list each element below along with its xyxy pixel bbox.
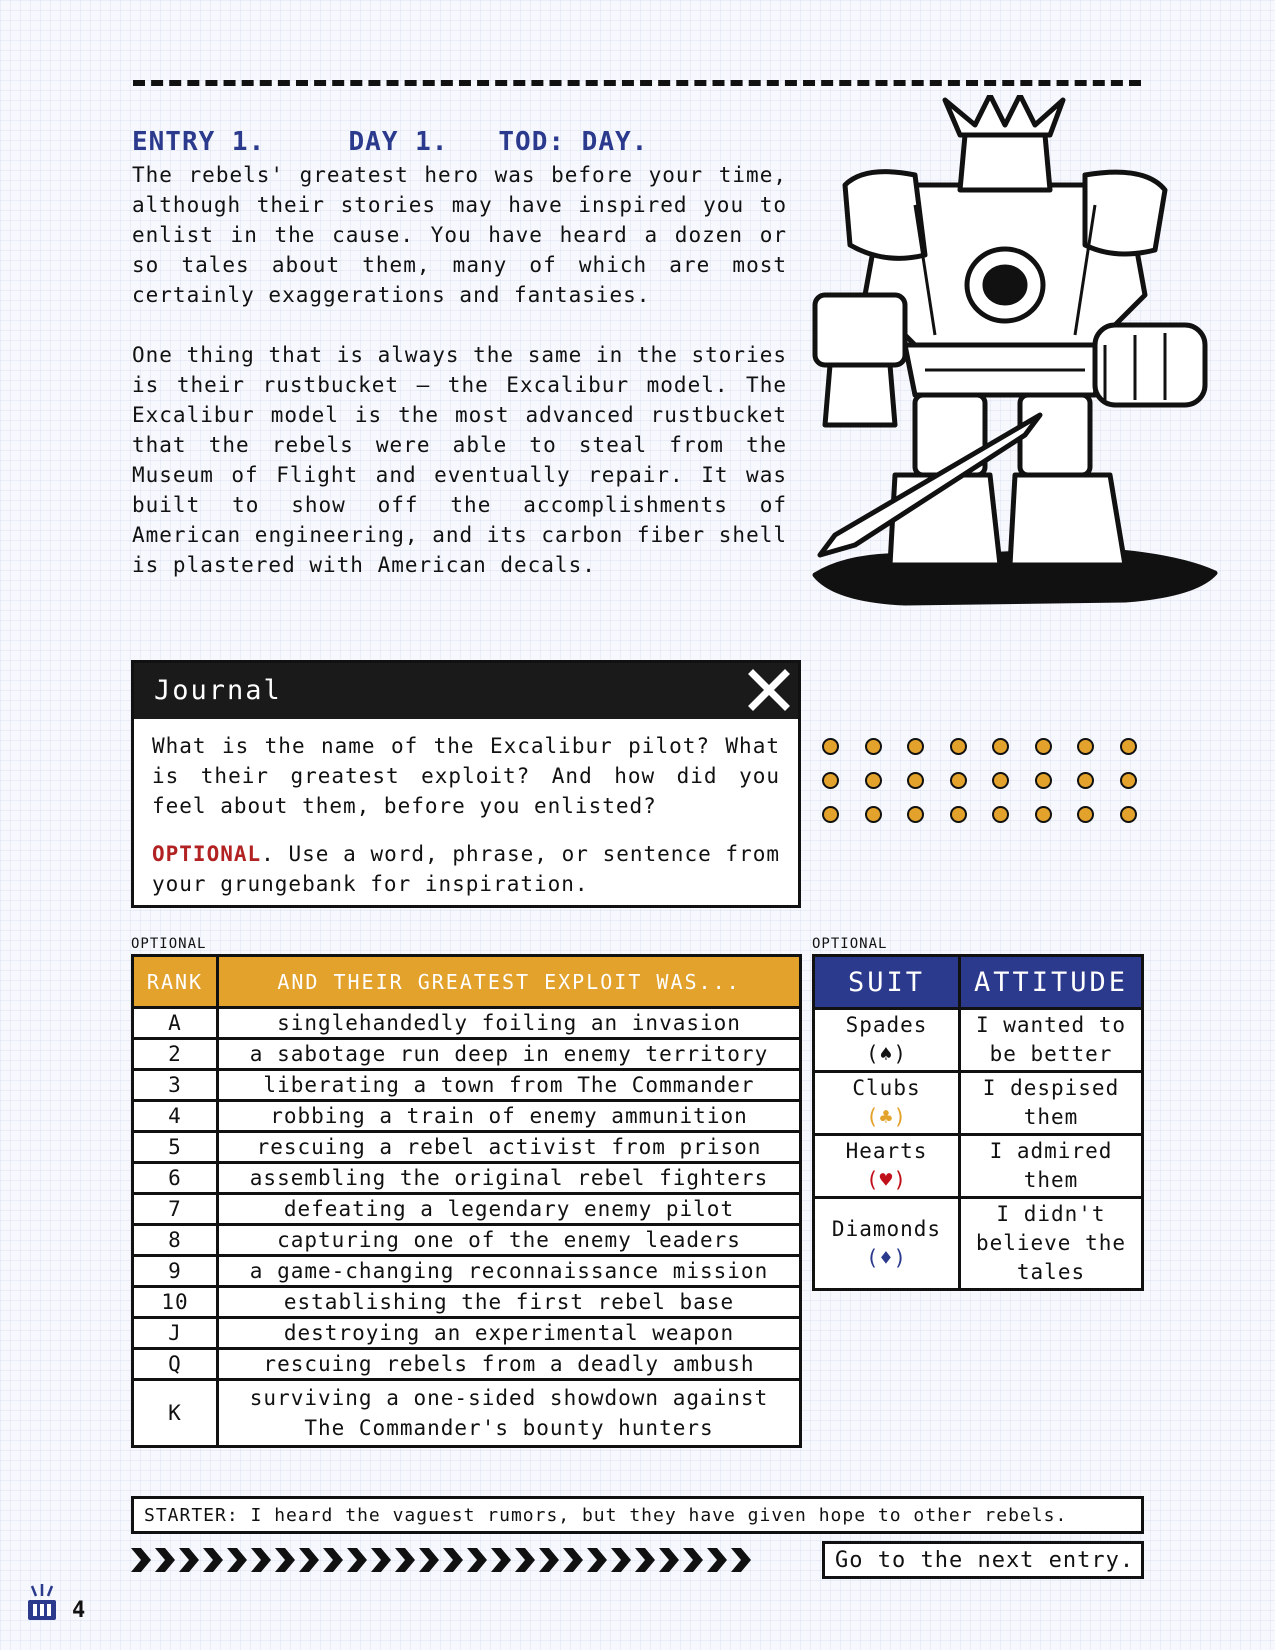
suit-cell <box>814 1009 960 1072</box>
chevron-mark <box>515 1548 535 1572</box>
exploit-cell: destroying an experimental weapon <box>218 1318 801 1349</box>
table-row <box>133 1349 801 1380</box>
chevron-mark <box>611 1548 631 1572</box>
suit-table-header-row <box>814 956 1143 1009</box>
exploit-column-header: AND THEIR GREATEST EXPLOIT WAS... <box>218 956 801 1008</box>
exploit-cell: liberating a town from The Commander <box>218 1070 801 1101</box>
dot <box>950 738 967 755</box>
chevron-mark <box>419 1548 439 1572</box>
chevron-mark <box>395 1548 415 1572</box>
exploit-cell: singlehandedly foiling an invasion <box>218 1008 801 1039</box>
rank-column-header: RANK <box>133 956 218 1008</box>
close-icon <box>748 669 790 711</box>
rank-cell: 7 <box>133 1194 218 1225</box>
journal-optional-line <box>152 839 780 899</box>
clubs-icon: (♣) <box>866 1105 907 1129</box>
chevron-mark <box>179 1548 199 1572</box>
dot <box>992 738 1009 755</box>
table-row <box>133 1101 801 1132</box>
dot <box>950 772 967 789</box>
chevron-mark <box>563 1548 583 1572</box>
attitude-cell: I didn't believe the tales <box>960 1198 1143 1290</box>
chevron-mark <box>275 1548 295 1572</box>
rank-table-optional-label: OPTIONAL <box>131 936 207 952</box>
exploit-cell: rescuing a rebel activist from prison <box>218 1132 801 1163</box>
dot <box>1077 806 1094 823</box>
chevron-mark <box>227 1548 247 1572</box>
chevron-mark <box>635 1548 655 1572</box>
rank-table-header-row <box>133 956 801 1008</box>
rank-cell: 6 <box>133 1163 218 1194</box>
exploit-cell: surviving a one-sided showdown against The Commander's bounty hunters <box>218 1380 801 1447</box>
rank-cell: J <box>133 1318 218 1349</box>
suit-column-header: SUIT <box>814 956 960 1009</box>
dot <box>1120 806 1137 823</box>
table-row <box>133 1163 801 1194</box>
table-row <box>133 1194 801 1225</box>
chevron-mark <box>683 1548 703 1572</box>
dot <box>865 738 882 755</box>
dot <box>992 772 1009 789</box>
entry-tod: TOD: DAY. <box>498 127 649 157</box>
exploit-cell: robbing a train of enemy ammunition <box>218 1101 801 1132</box>
chevron-mark <box>491 1548 511 1572</box>
dot <box>1077 738 1094 755</box>
table-row <box>814 1009 1143 1072</box>
exploit-cell: rescuing rebels from a deadly ambush <box>218 1349 801 1380</box>
chevron-mark <box>203 1548 223 1572</box>
dot <box>1120 772 1137 789</box>
diamonds-icon: (♦) <box>866 1245 907 1270</box>
chevron-mark <box>371 1548 391 1572</box>
table-row <box>133 1070 801 1101</box>
attitude-cell: I admired them <box>960 1135 1143 1198</box>
dot <box>1077 772 1094 789</box>
chevron-mark <box>587 1548 607 1572</box>
attitude-cell: I despised them <box>960 1072 1143 1135</box>
rank-cell: 2 <box>133 1039 218 1070</box>
entry-header <box>132 127 792 157</box>
exploit-cell: establishing the first rebel base <box>218 1287 801 1318</box>
story-paragraph-2: One thing that is always the same in the stories is their rustbucket — the Excalibur model. The Excalibur model is the most advanced rustbucket that the rebels were able to steal from the Museum of Flight and eventually repair. It was built to show off the accomplishments of American engineering, and its carbon fiber shell is plastered with American decals. <box>132 343 787 577</box>
dot <box>907 772 924 789</box>
entry-day: DAY 1. <box>348 127 449 157</box>
rank-cell: 9 <box>133 1256 218 1287</box>
dot <box>865 772 882 789</box>
chevron-mark <box>443 1548 463 1572</box>
dot <box>1035 772 1052 789</box>
dot <box>907 738 924 755</box>
entry-number: ENTRY 1. <box>132 127 266 157</box>
top-divider <box>133 80 1141 86</box>
dot <box>1035 806 1052 823</box>
suit-cell <box>814 1072 960 1135</box>
attitude-column-header: ATTITUDE <box>960 956 1143 1009</box>
suit-table-optional-label: OPTIONAL <box>812 936 888 952</box>
dot <box>1120 738 1137 755</box>
dot <box>992 806 1009 823</box>
journal-header <box>134 663 798 719</box>
rank-cell: 4 <box>133 1101 218 1132</box>
suit-name: Diamonds <box>831 1216 942 1241</box>
table-row <box>814 1072 1143 1135</box>
attitude-cell: I wanted to be better <box>960 1009 1143 1072</box>
rank-exploit-table <box>131 954 802 1448</box>
table-row <box>133 1225 801 1256</box>
table-row <box>814 1135 1143 1198</box>
chevron-mark <box>659 1548 679 1572</box>
exploit-cell: assembling the original rebel fighters <box>218 1163 801 1194</box>
suit-attitude-table <box>812 954 1144 1291</box>
next-entry-link[interactable]: Go to the next entry. <box>822 1541 1144 1579</box>
rank-cell: 5 <box>133 1132 218 1163</box>
rank-cell: 10 <box>133 1287 218 1318</box>
rank-cell: 8 <box>133 1225 218 1256</box>
chevron-mark <box>323 1548 343 1572</box>
mech-robot-icon <box>795 95 1230 630</box>
suit-name: Hearts <box>845 1139 928 1163</box>
journal-question: What is the name of the Excalibur pilot? What is their greatest exploit? And how did you feel about them, before you enlisted? <box>152 734 780 818</box>
table-row <box>133 1256 801 1287</box>
dot <box>822 806 839 823</box>
rank-cell: 3 <box>133 1070 218 1101</box>
chevron-mark <box>467 1548 487 1572</box>
rank-cell: A <box>133 1008 218 1039</box>
page-number: 4 <box>72 1598 86 1623</box>
spades-icon: (♠) <box>866 1042 907 1066</box>
exploit-cell: a sabotage run deep in enemy territory <box>218 1039 801 1070</box>
rank-cell: K <box>133 1380 218 1447</box>
chevron-mark <box>731 1548 751 1572</box>
suit-cell <box>814 1198 960 1290</box>
dot <box>822 738 839 755</box>
optional-instruction: . Use a word, phrase, or sentence from your grungebank for inspiration. <box>152 842 780 896</box>
chevron-arrows-icon <box>131 1546 811 1574</box>
optional-keyword: OPTIONAL <box>152 842 262 866</box>
decorative-dot-grid <box>822 738 1142 823</box>
rank-cell: Q <box>133 1349 218 1380</box>
dot <box>950 806 967 823</box>
exploit-cell: capturing one of the enemy leaders <box>218 1225 801 1256</box>
exploit-cell: a game-changing reconnaissance mission <box>218 1256 801 1287</box>
starter-box: STARTER: I heard the vaguest rumors, but they have given hope to other rebels. <box>131 1496 1144 1534</box>
dot <box>1035 738 1052 755</box>
table-row <box>133 1380 801 1447</box>
suit-name: Clubs <box>852 1076 921 1100</box>
chevron-mark <box>707 1548 727 1572</box>
chevron-mark <box>539 1548 559 1572</box>
story-paragraph-1: The rebels' greatest hero was before your time, although their stories may have inspired you to enlist in the cause. You have heard a dozen or so tales about them, many of which are most certainly exaggerations and fantasies. <box>132 163 787 307</box>
table-row <box>133 1039 801 1070</box>
table-row <box>133 1287 801 1318</box>
table-row <box>133 1008 801 1039</box>
suit-cell <box>814 1135 960 1198</box>
chevron-mark <box>251 1548 271 1572</box>
hearts-icon: (♥) <box>866 1168 907 1192</box>
journal-body <box>134 719 798 929</box>
chevron-mark <box>299 1548 319 1572</box>
table-row <box>133 1318 801 1349</box>
chevron-mark <box>155 1548 175 1572</box>
table-row <box>133 1132 801 1163</box>
chevron-mark <box>131 1548 151 1572</box>
journal-title: Journal <box>154 675 282 706</box>
chevron-mark <box>347 1548 367 1572</box>
journal-box <box>131 660 801 908</box>
suit-name: Spades <box>845 1013 928 1037</box>
story-text <box>132 160 787 610</box>
table-row <box>814 1198 1143 1290</box>
dot <box>822 772 839 789</box>
dot <box>865 806 882 823</box>
dot <box>907 806 924 823</box>
exploit-cell: defeating a legendary enemy pilot <box>218 1194 801 1225</box>
rebel-base-logo-icon <box>26 1582 58 1622</box>
